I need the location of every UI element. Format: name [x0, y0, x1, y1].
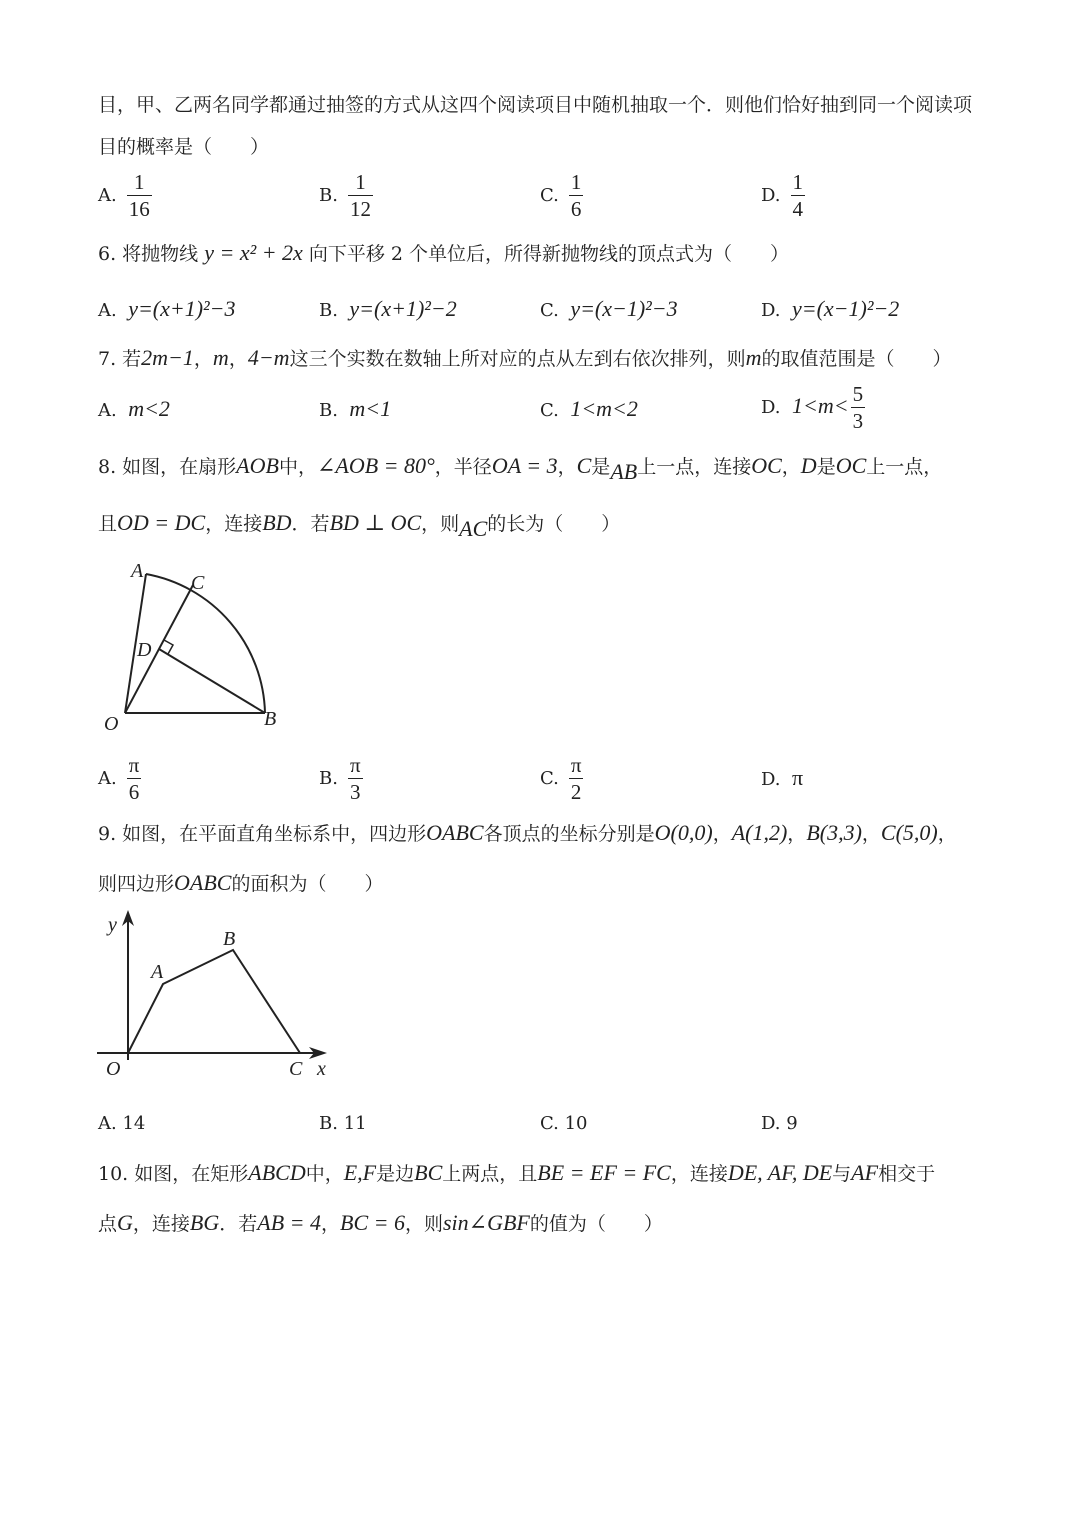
q5-option-a[interactable]: A. $\frac{1}{16}$ [98, 170, 150, 221]
fraction: $\frac{\pi}{2}$ [570, 753, 582, 804]
q8-sector-figure [95, 555, 295, 735]
label-o: O [106, 1058, 121, 1080]
q7-option-a[interactable]: A. m<2 [98, 396, 170, 421]
q5-stem-line1: 目，甲、乙两名同学都通过抽签的方式从这四个阅读项目中随机抽取一个．则他们恰好抽到同一个阅读项 [98, 94, 973, 116]
label-b: B [264, 708, 277, 730]
fraction: $\frac{\pi}{3}$ [349, 753, 361, 804]
q8-stem-line1: 8. 如图，在扇形AOB中，∠AOB = 80°，半径OA = 3，C是AB上一点，连接OC，D是OC上一点， [98, 453, 943, 484]
q7-stem: 7. 若2m−1，m，4−m这三个实数在数轴上所对应的点从左到右依次排列，则m的取值范围是（ ） [98, 345, 952, 370]
q6-option-b[interactable]: B. y=(x+1)²−2 [319, 296, 457, 321]
q5-option-d[interactable]: D. $\frac{1}{4}$ [761, 170, 804, 221]
q6-option-d[interactable]: D. y=(x−1)²−2 [761, 296, 900, 321]
q9-coordinate-figure [95, 908, 345, 1083]
fraction: $\frac{1}{6}$ [570, 170, 582, 221]
label-a: A [131, 560, 144, 582]
fraction: $\frac{1}{16}$ [128, 170, 150, 221]
label-x: x [317, 1058, 326, 1080]
q9-stem-line1: 9. 如图，在平面直角坐标系中，四边形OABC各顶点的坐标分别是O(0,0)，A(1,2)，B(3,3)，C(5,0)， [98, 820, 957, 845]
q8-option-c[interactable]: C. $\frac{\pi}{2}$ [540, 753, 582, 804]
q5-option-b[interactable]: B. $\frac{1}{12}$ [319, 170, 371, 221]
q7-option-c[interactable]: C. 1<m<2 [540, 396, 638, 421]
label-c: C [191, 572, 205, 594]
fraction: $\frac{1}{4}$ [792, 170, 804, 221]
q8-option-d[interactable]: D. π [761, 765, 804, 790]
q10-stem-line1: 10. 如图，在矩形ABCD中，E,F是边BC上两点，且BE = EF = FC，连接DE, AF, DE与AF相交于 [98, 1160, 936, 1185]
fraction: $\frac{5}{3}$ [852, 382, 864, 433]
q10-stem-line2: 点G，连接BG．若AB = 4，BC = 6，则sin∠GBF的值为（ ） [98, 1210, 663, 1235]
segment-bd [159, 649, 265, 713]
q5-stem-line2: 目的概率是（ ） [98, 136, 270, 158]
q9-option-d[interactable]: D. 9 [761, 1113, 798, 1134]
q7-option-b[interactable]: B. m<1 [319, 396, 392, 421]
q9-option-c[interactable]: C. 10 [540, 1113, 588, 1134]
label-c: C [289, 1058, 303, 1080]
sector-arc [146, 574, 265, 713]
q8-option-b[interactable]: B. $\frac{\pi}{3}$ [319, 753, 361, 804]
label-o: O [104, 713, 119, 735]
label-d: D [137, 639, 152, 661]
q6-option-a[interactable]: A. y=(x+1)²−3 [98, 296, 236, 321]
q9-stem-line2: 则四边形OABC的面积为（ ） [98, 870, 384, 895]
fraction: $\frac{\pi}{6}$ [128, 753, 140, 804]
q5-option-c[interactable]: C. $\frac{1}{6}$ [540, 170, 582, 221]
q6-stem: 6. 将抛物线 y = x² + 2x 向下平移 2 个单位后，所得新抛物线的顶点式为（ ） [98, 240, 790, 265]
label-y: y [108, 914, 117, 936]
q8-option-a[interactable]: A. $\frac{\pi}{6}$ [98, 753, 140, 804]
q7-option-d[interactable]: D. 1<m< $\frac{5}{3}$ [761, 382, 864, 433]
q9-option-a[interactable]: A. 14 [98, 1113, 146, 1134]
label-b: B [223, 928, 236, 950]
q6-option-c[interactable]: C. y=(x−1)²−3 [540, 296, 678, 321]
fraction: $\frac{1}{12}$ [349, 170, 371, 221]
q8-stem-line2: 且OD = DC，连接BD．若BD ⊥ OC，则AC的长为（ ） [98, 510, 621, 541]
label-a: A [151, 961, 164, 983]
q9-option-b[interactable]: B. 11 [319, 1113, 367, 1134]
